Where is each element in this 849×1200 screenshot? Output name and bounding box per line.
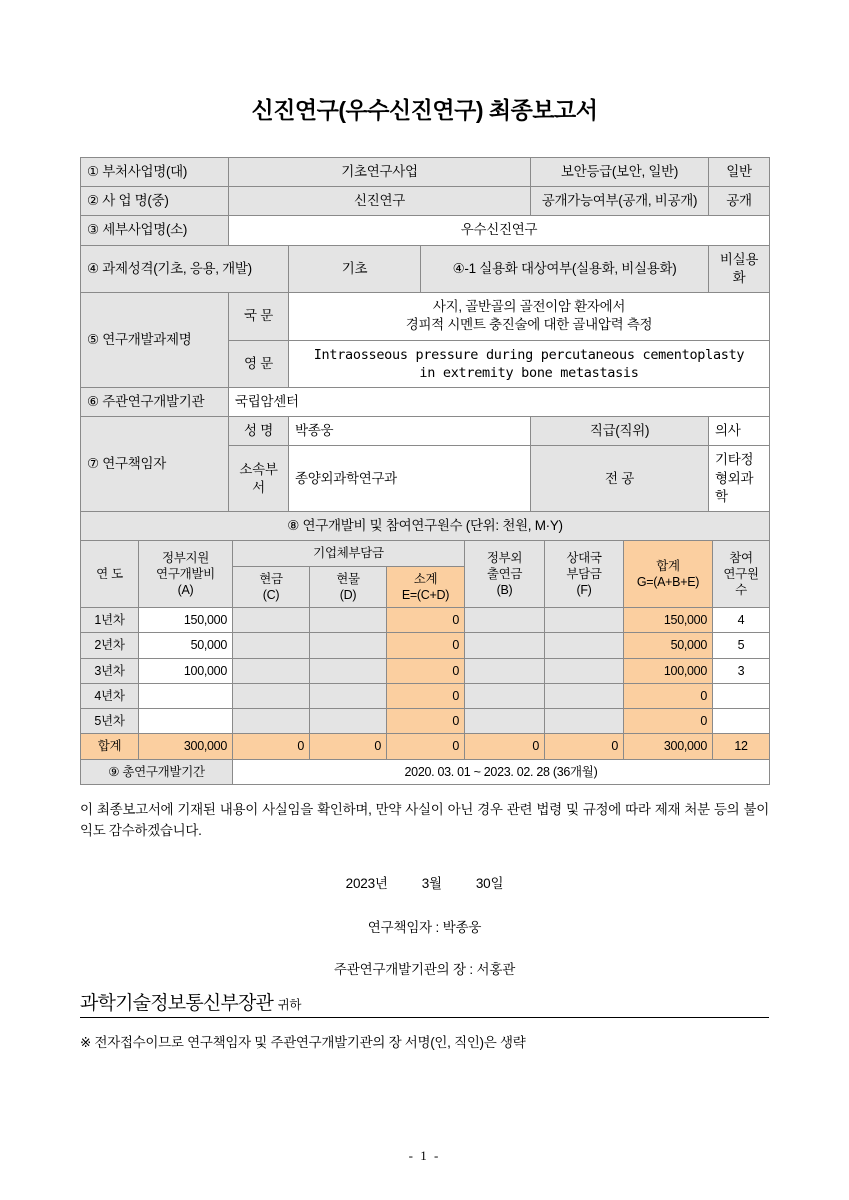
cell-total: 0 bbox=[624, 683, 713, 708]
signature-org-line: 주관연구개발기관의 장 : 서홍관 bbox=[333, 961, 516, 977]
cell-cash bbox=[233, 633, 310, 658]
budget-header-row-1 bbox=[81, 541, 770, 566]
col-header-gov-funding bbox=[139, 541, 233, 608]
project-title-label: ⑤ 연구개발과제명 bbox=[81, 293, 229, 388]
program-name-label: ② 사 업 명(중) bbox=[81, 187, 229, 216]
english-title-label: 영 문 bbox=[229, 340, 289, 387]
research-period-value: 2020. 03. 01 ~ 2023. 02. 28 (36개월) bbox=[233, 759, 770, 784]
inkind-line-2: (D) bbox=[339, 587, 357, 602]
gov-funding-line-3: (A) bbox=[177, 583, 194, 598]
col-header-nongov-funding bbox=[465, 541, 545, 608]
col-header-researchers bbox=[713, 541, 770, 608]
row-year-label: 3년차 bbox=[81, 658, 139, 683]
korean-title-value bbox=[289, 293, 770, 340]
ministry-program-label: ① 부처사업명(대) bbox=[81, 158, 229, 187]
cell-nongov bbox=[465, 683, 545, 708]
security-level-label: 보안등급(보안, 일반) bbox=[531, 158, 709, 187]
cell-cash bbox=[233, 683, 310, 708]
nongov-line-3: (B) bbox=[496, 583, 513, 598]
cell-cash bbox=[233, 608, 310, 633]
cell-foreign bbox=[545, 608, 624, 633]
sub-program-label: ③ 세부사업명(소) bbox=[81, 216, 229, 245]
english-title-line-2: in extremity bone metastasis bbox=[419, 364, 639, 381]
cell-subtotal: 0 bbox=[387, 709, 465, 734]
table-row bbox=[81, 608, 770, 633]
cell-subtotal: 0 bbox=[387, 658, 465, 683]
total-researchers: 12 bbox=[713, 734, 770, 759]
signature-month: 3월 bbox=[421, 875, 442, 891]
commercialization-label: ④-1 실용화 대상여부(실용화, 비실용화) bbox=[421, 245, 709, 292]
col-header-inkind bbox=[310, 566, 387, 608]
korean-title-line-1: 사지, 골반골의 골전이암 환자에서 bbox=[432, 299, 626, 315]
table-row bbox=[81, 658, 770, 683]
project-info-table bbox=[80, 157, 770, 541]
cell-researchers: 3 bbox=[713, 658, 770, 683]
cell-inkind bbox=[310, 683, 387, 708]
col-header-cash bbox=[233, 566, 310, 608]
english-title-value bbox=[289, 340, 770, 387]
ministry-program-value: 기초연구사업 bbox=[229, 158, 531, 187]
cell-gov-funding: 50,000 bbox=[139, 633, 233, 658]
grand-total-line-2: G=(A+B+E) bbox=[636, 575, 700, 590]
signature-date bbox=[80, 872, 769, 892]
subtotal-line-2: E=(C+D) bbox=[401, 587, 450, 602]
pi-position-label: 직급(직위) bbox=[531, 417, 709, 446]
cell-inkind bbox=[310, 608, 387, 633]
cell-gov-funding bbox=[139, 683, 233, 708]
foreign-line-1: 상대국 bbox=[566, 550, 602, 565]
cell-total: 0 bbox=[624, 709, 713, 734]
cell-nongov bbox=[465, 633, 545, 658]
cell-cash bbox=[233, 658, 310, 683]
minister-addressee-row bbox=[80, 988, 769, 1018]
pi-major-label: 전 공 bbox=[531, 446, 709, 512]
col-header-company-contribution: 기업체부담금 bbox=[233, 541, 465, 566]
total-foreign: 0 bbox=[545, 734, 624, 759]
table-row bbox=[81, 633, 770, 658]
cell-cash bbox=[233, 709, 310, 734]
cell-nongov bbox=[465, 709, 545, 734]
grand-total-line-1: 합계 bbox=[656, 558, 680, 573]
korean-title-line-2: 경피적 시멘트 충진술에 대한 골내압력 측정 bbox=[405, 317, 653, 333]
cell-foreign bbox=[545, 683, 624, 708]
disclosure-value: 공개 bbox=[709, 187, 770, 216]
cell-nongov bbox=[465, 658, 545, 683]
cell-subtotal: 0 bbox=[387, 633, 465, 658]
declaration-statement: 이 최종보고서에 기재된 내용이 사실임을 확인하며, 만약 사실이 아닌 경우 관련 법령 및 규정에 따라 제재 처분 등의 불이익도 감수하겠습니다. bbox=[80, 801, 769, 839]
table-row bbox=[81, 216, 770, 245]
cell-researchers: 5 bbox=[713, 633, 770, 658]
col-header-foreign-contribution bbox=[545, 541, 624, 608]
minister-honorific: 귀하 bbox=[277, 997, 302, 1012]
total-inkind: 0 bbox=[310, 734, 387, 759]
row-year-label: 2년차 bbox=[81, 633, 139, 658]
research-period-label: ⑨ 총연구개발기간 bbox=[81, 759, 233, 784]
table-row bbox=[81, 245, 770, 292]
cell-total: 100,000 bbox=[624, 658, 713, 683]
researchers-line-1: 참여 bbox=[729, 550, 753, 565]
disclosure-label: 공개가능여부(공개, 비공개) bbox=[531, 187, 709, 216]
nongov-line-1: 정부외 bbox=[486, 550, 523, 565]
col-header-year: 연 도 bbox=[81, 541, 139, 608]
pi-position-value: 의사 bbox=[709, 417, 770, 446]
cell-foreign bbox=[545, 633, 624, 658]
project-type-value: 기초 bbox=[289, 245, 421, 292]
researchers-line-2: 연구원수 bbox=[723, 567, 759, 598]
total-gov-funding: 300,000 bbox=[139, 734, 233, 759]
cash-line-1: 현금 bbox=[259, 571, 283, 586]
budget-table bbox=[80, 540, 770, 785]
signature-pi-line: 연구책임자 : 박종웅 bbox=[367, 919, 482, 935]
foreign-line-2: 부담금 bbox=[566, 567, 602, 582]
page-footer: - 1 - bbox=[408, 1148, 441, 1163]
cell-subtotal: 0 bbox=[387, 608, 465, 633]
host-institution-label: ⑥ 주관연구개발기관 bbox=[81, 387, 229, 416]
row-year-label: 4년차 bbox=[81, 683, 139, 708]
table-row bbox=[81, 187, 770, 216]
table-row bbox=[81, 759, 770, 784]
cell-foreign bbox=[545, 658, 624, 683]
project-type-label: ④ 과제성격(기초, 응용, 개발) bbox=[81, 245, 289, 292]
pi-name-value: 박종웅 bbox=[289, 417, 531, 446]
pi-section-label: ⑦ 연구책임자 bbox=[81, 417, 229, 512]
total-grand: 300,000 bbox=[624, 734, 713, 759]
cell-gov-funding: 100,000 bbox=[139, 658, 233, 683]
cell-inkind bbox=[310, 709, 387, 734]
gov-funding-line-1: 정부지원 bbox=[161, 550, 210, 565]
row-year-label: 5년차 bbox=[81, 709, 139, 734]
cell-subtotal: 0 bbox=[387, 683, 465, 708]
table-row bbox=[81, 417, 770, 446]
budget-total-row bbox=[81, 734, 770, 759]
pi-name-label: 성 명 bbox=[229, 417, 289, 446]
cash-line-2: (C) bbox=[262, 587, 280, 602]
cell-total: 50,000 bbox=[624, 633, 713, 658]
minister-title: 과학기술정보통신부장관 bbox=[80, 992, 274, 1014]
cell-inkind bbox=[310, 633, 387, 658]
total-nongov: 0 bbox=[465, 734, 545, 759]
cell-nongov bbox=[465, 608, 545, 633]
col-header-grand-total bbox=[624, 541, 713, 608]
korean-title-label: 국 문 bbox=[229, 293, 289, 340]
cell-total: 150,000 bbox=[624, 608, 713, 633]
total-subtotal: 0 bbox=[387, 734, 465, 759]
pi-major-value: 기타정형외과학 bbox=[709, 446, 770, 512]
pi-department-label: 소속부서 bbox=[229, 446, 289, 512]
signature-day: 30일 bbox=[475, 875, 504, 891]
total-row-label: 합계 bbox=[81, 734, 139, 759]
cell-researchers bbox=[713, 709, 770, 734]
security-level-value: 일반 bbox=[709, 158, 770, 187]
electronic-submission-note: ※ 전자접수이므로 연구책임자 및 주관연구개발기관의 장 서명(인, 직인)은 생략 bbox=[80, 1034, 526, 1050]
cell-researchers bbox=[713, 683, 770, 708]
program-name-value: 신진연구 bbox=[229, 187, 531, 216]
pi-department-value: 종양외과학연구과 bbox=[289, 446, 531, 512]
cell-foreign bbox=[545, 709, 624, 734]
col-header-subtotal bbox=[387, 566, 465, 608]
foreign-line-3: (F) bbox=[576, 583, 592, 598]
table-row bbox=[81, 387, 770, 416]
nongov-line-2: 출연금 bbox=[486, 567, 523, 582]
page-title: 신진연구(우수신진연구) 최종보고서 bbox=[251, 97, 598, 123]
table-row bbox=[81, 683, 770, 708]
table-row bbox=[81, 158, 770, 187]
sub-program-value: 우수신진연구 bbox=[229, 216, 770, 245]
total-cash: 0 bbox=[233, 734, 310, 759]
budget-section-title: ⑧ 연구개발비 및 참여연구원수 (단위: 천원, M·Y) bbox=[81, 512, 770, 541]
commercialization-value: 비실용화 bbox=[709, 245, 770, 292]
inkind-line-1: 현물 bbox=[336, 571, 360, 586]
table-row bbox=[81, 512, 770, 541]
table-row bbox=[81, 293, 770, 340]
cell-gov-funding bbox=[139, 709, 233, 734]
cell-researchers: 4 bbox=[713, 608, 770, 633]
gov-funding-line-2: 연구개발비 bbox=[156, 567, 215, 582]
english-title-line-1: Intraosseous pressure during percutaneous cementoplasty bbox=[313, 346, 745, 363]
host-institution-value: 국립암센터 bbox=[229, 387, 770, 416]
signature-block bbox=[80, 872, 769, 978]
row-year-label: 1년차 bbox=[81, 608, 139, 633]
signature-year: 2023년 bbox=[345, 875, 388, 891]
cell-inkind bbox=[310, 658, 387, 683]
table-row bbox=[81, 709, 770, 734]
cell-gov-funding: 150,000 bbox=[139, 608, 233, 633]
subtotal-line-1: 소계 bbox=[413, 571, 438, 586]
